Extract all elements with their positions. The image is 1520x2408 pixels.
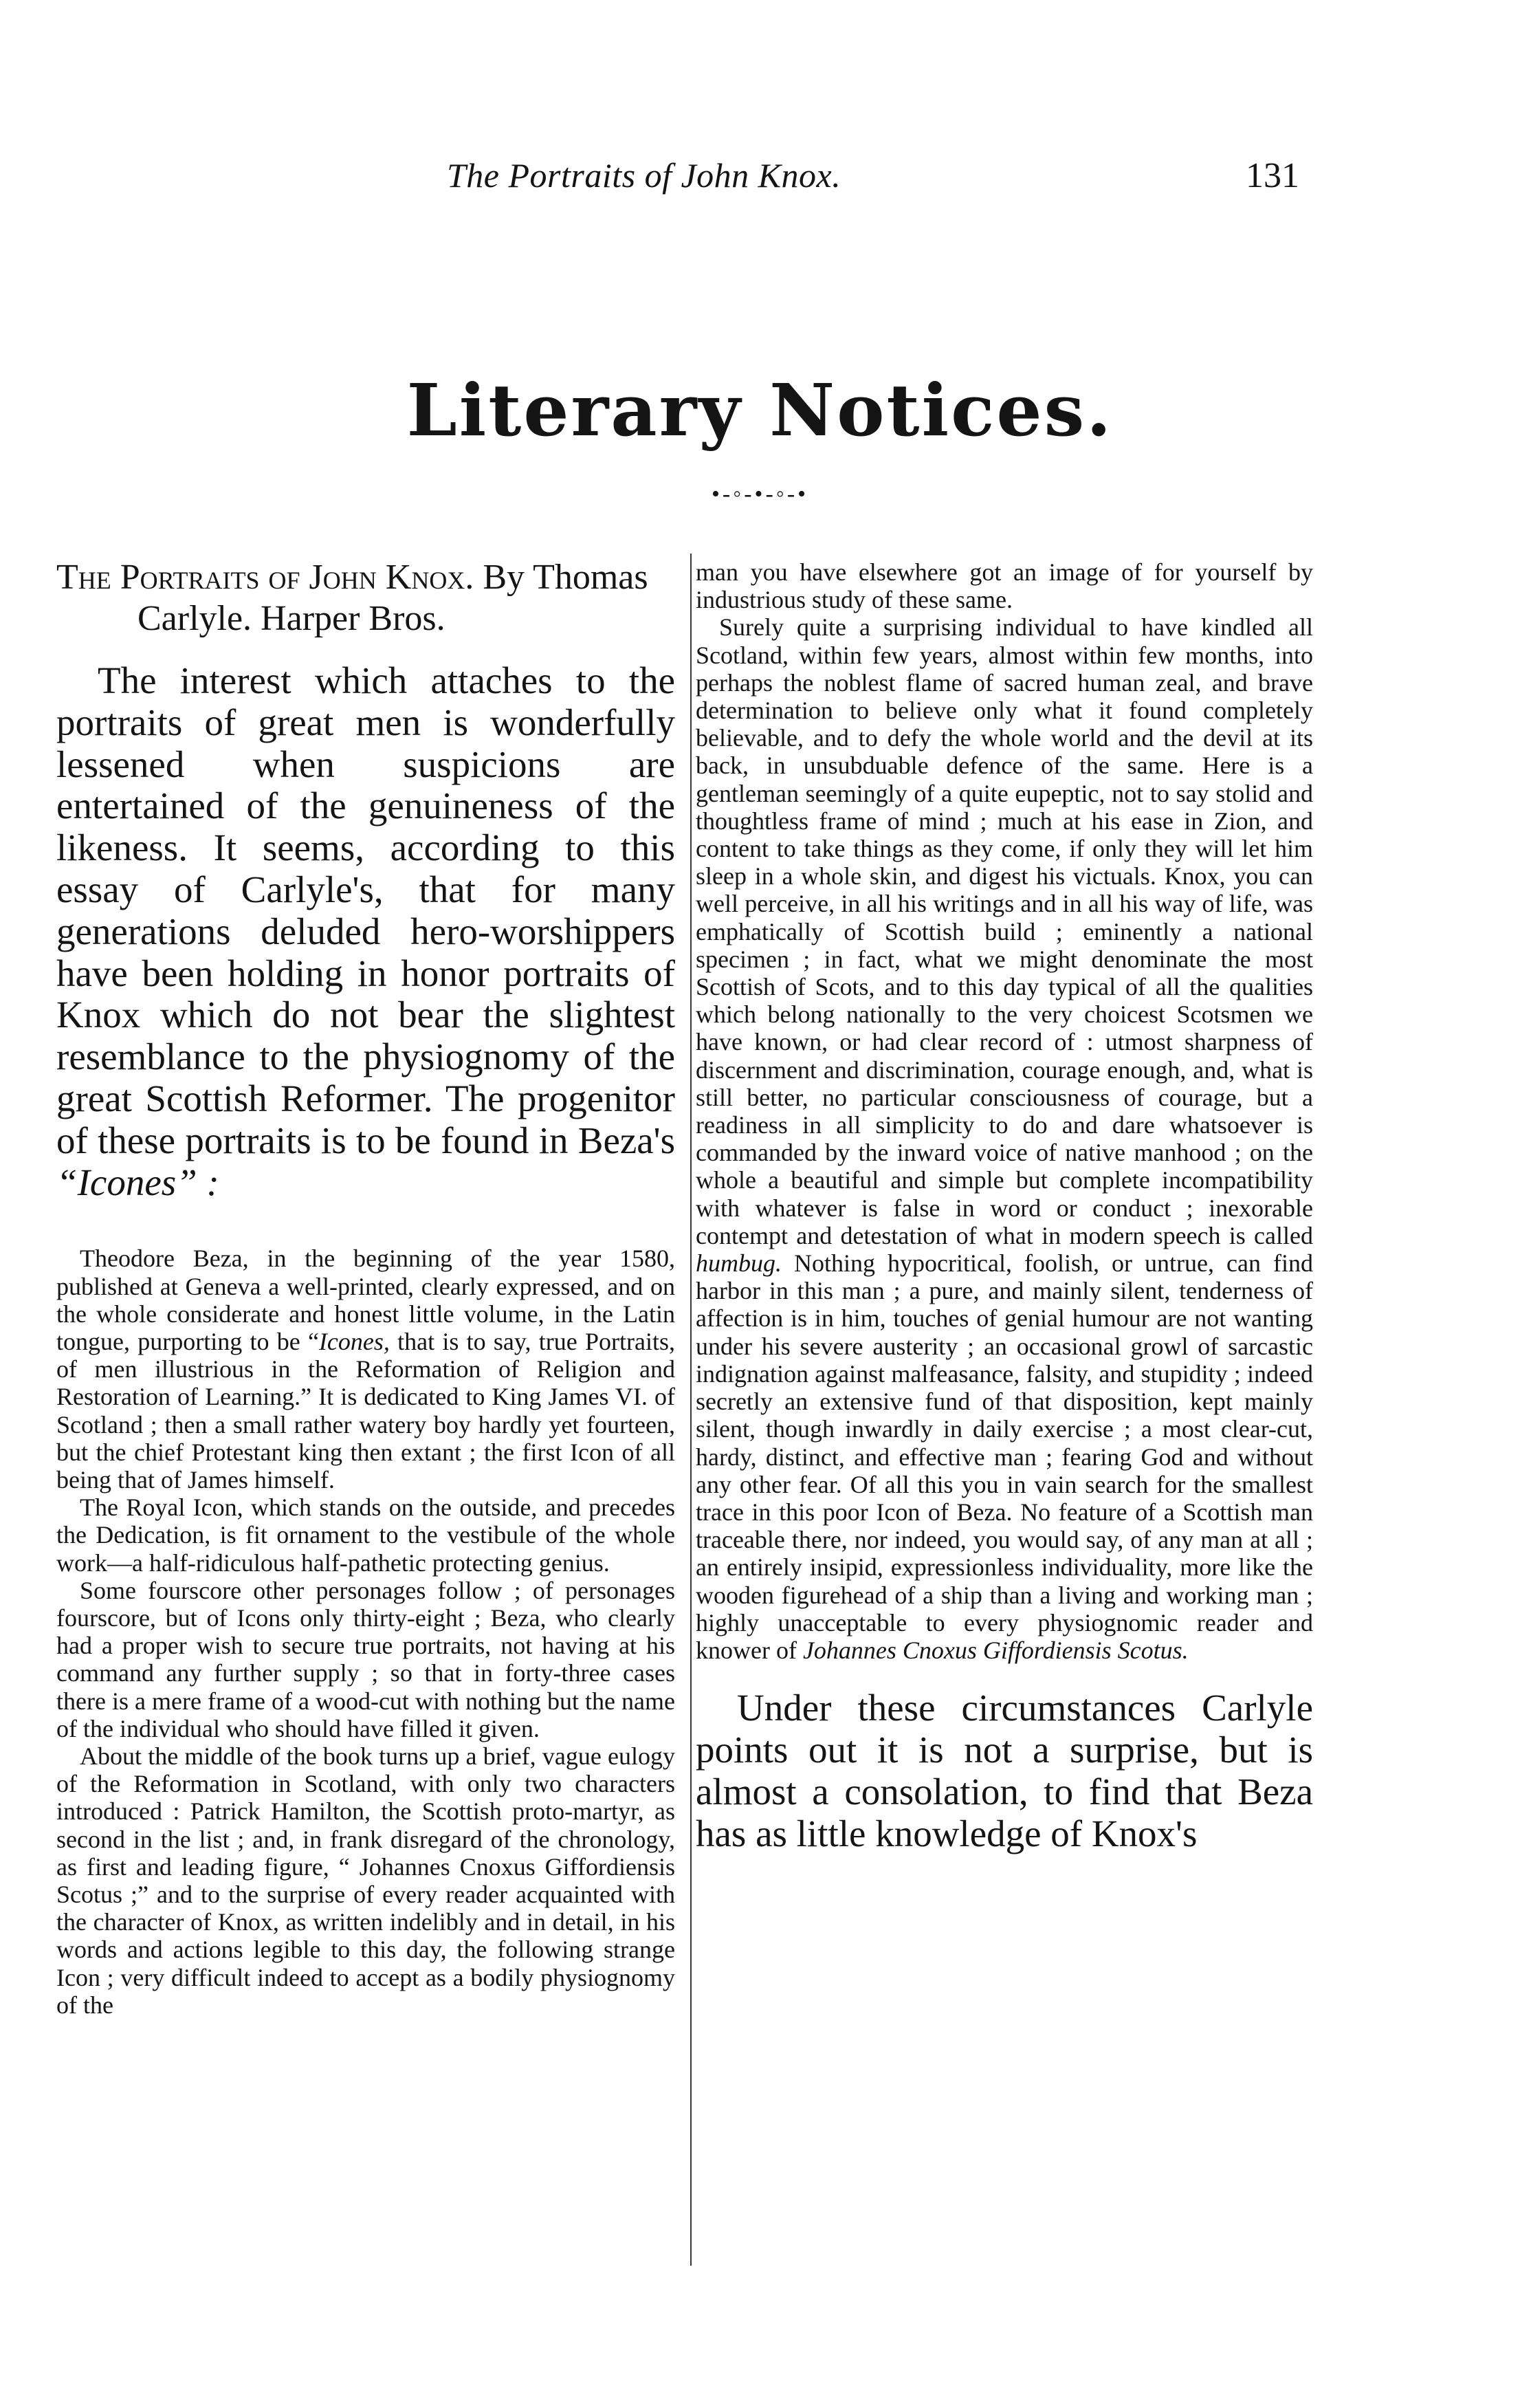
quote-paragraph-continued: man you have elsewhere got an image of for yourself by industrious study of these same. [696, 558, 1313, 614]
running-header [0, 153, 1520, 215]
right-column [696, 558, 1313, 1854]
quote-italic: humbug. [696, 1249, 782, 1278]
column-rule [690, 554, 692, 2266]
quote-italic: Icones, [318, 1327, 390, 1355]
quote-paragraph: Some fourscore other personages follow ; of personages fourscore, but of Icons only thirty-eight ; Beza, who clearly had a proper wish to secure true portraits, not having at his command any further supply ; so that in forty-three cases there is a mere frame of a wood-cut with nothing but the name of the individual who should have filled it given. [56, 1576, 675, 1742]
quote-text: Surely quite a surprising individual to have kindled all Scotland, within few years, almost within few months, into perhaps the noblest flame of sacred human zeal, and brave determination to believe only what it found completely believable, and to defy the whole world and the devil at its back, in unsubduable defence of the same. Here is a gentleman seemingly of a quite eupeptic, not to say stolid and thoughtless frame of mind ; much at his ease in Zion, and content to take things as they come, if only they will let him sleep in a whole skin, and digest his victuals. Knox, you can well perceive, in all his writings and in all his way of life, was emphatically of Scottish build ; eminently a national specimen ; in fact, what we might denominate the most Scottish of Scots, and to this day typical of all the qualities which belong nationally to the very choicest Scotsmen we have known, or had clear record of : utmost sharpness of discernment and discrimination, courage enough, and, what is still better, no particular consciousness of courage, but a readiness in all simplicity to do and dare whatsoever is commanded by the inward voice of native manhood ; on the whole a beautiful and simple but complete incompatibility with whatever is false in word or conduct ; inexorable contempt and detestation of what in modern speech is called [696, 613, 1313, 1249]
review-intro [56, 660, 675, 1203]
section-title: Literary Notices. [406, 368, 1114, 452]
quote-text: Theodore Beza, in the beginning of the year 1580, published at Geneva a well-printed, clearly expressed, and on the whole considerate and honest little volume, in the Latin tongue, purporting to be “ [56, 1245, 675, 1355]
quote-italic: Johannes Cnoxus Giffordiensis Scotus. [802, 1636, 1189, 1664]
review-closing: Under these circumstances Carlyle points out it is not a surprise, but is almost a consolation, to find that Beza has as little knowledge of Knox's [696, 1687, 1313, 1854]
quote-paragraph [696, 613, 1313, 1664]
quote-paragraph: About the middle of the book turns up a brief, vague eulogy of the Reformation in Scotland, with only two characters introduced : Patrick Hamilton, the Scottish proto-martyr, as second in the list ; and, in frank disregard of the chronology, as first and leading figure, “ Johannes Cnoxus Giffordiensis Scotus ;” and to the surprise of every reader acquainted with the character of Knox, as written indelibly and in detail, in his words and actions legible to this day, the following strange Icon ; very difficult indeed to accept as a bodily physiognomy of the [56, 1742, 675, 2019]
review-intro-text: The interest which attaches to the portraits of great men is wonderfully lessened when suspicions are entertained of the genuineness of the likeness. It seems, according to this essay of Carlyle's, that for many generations deluded hero-worshippers have been holding in honor portraits of Knox which do not bear the slightest resemblance to the physiognomy of the great Scottish Reformer. The progenitor of these portraits is to be found in Beza's [56, 659, 675, 1161]
review-book-title: The Portraits of John Knox. [56, 558, 474, 597]
page-number: 131 [1246, 156, 1299, 195]
left-column [56, 557, 675, 2019]
running-title: The Portraits of John Knox. [447, 156, 841, 195]
review-heading [56, 557, 675, 639]
quote-text: Nothing hypocritical, foolish, or untrue, can find harbor in this man ; a pure, and mainly silent, tenderness of affection is in him, touches of genial humour are not wanting under his severe austerity ; an occasional growl of sarcastic indignation against malfeasance, falsity, and stupidity ; indeed secretly an extensive fund of that disposition, kept mainly silent, though inwardly in daily exercise ; a most clear-cut, hardy, distinct, and effective man ; fearing God and without any other fear. Of all this you in vain search for the smallest trace in this poor Icon of Beza. No feature of a Scottish man traceable there, nor indeed, you would say, of any man at all ; an entirely insipid, expressionless individuality, more like the wooden figurehead of a ship than a living and working man ; highly unacceptable to every physiognomic reader and knower of [696, 1249, 1313, 1664]
quote-paragraph [56, 1245, 675, 1493]
review-author-publisher: By Thomas Carlyle. Harper Bros. [137, 558, 648, 638]
quote-paragraph: The Royal Icon, which stands on the outside, and precedes the Dedication, is fit ornament to the vestibule of the whole work—a half-ridiculous half-pathetic protecting genius. [56, 1493, 675, 1577]
quote-text: that is to say, true Portraits, of men illustrious in the Reformation of Religion and Restoration of Learning.” It is dedicated to King James VI. of Scotland ; then a small rather watery boy hardly yet fourteen, but the chief Protestant king then extant ; the first Icon of all being that of James himself. [56, 1327, 675, 1493]
ornament-divider: •-◦-•-◦-• [711, 481, 809, 507]
review-intro-icones: “Icones” : [56, 1161, 219, 1203]
